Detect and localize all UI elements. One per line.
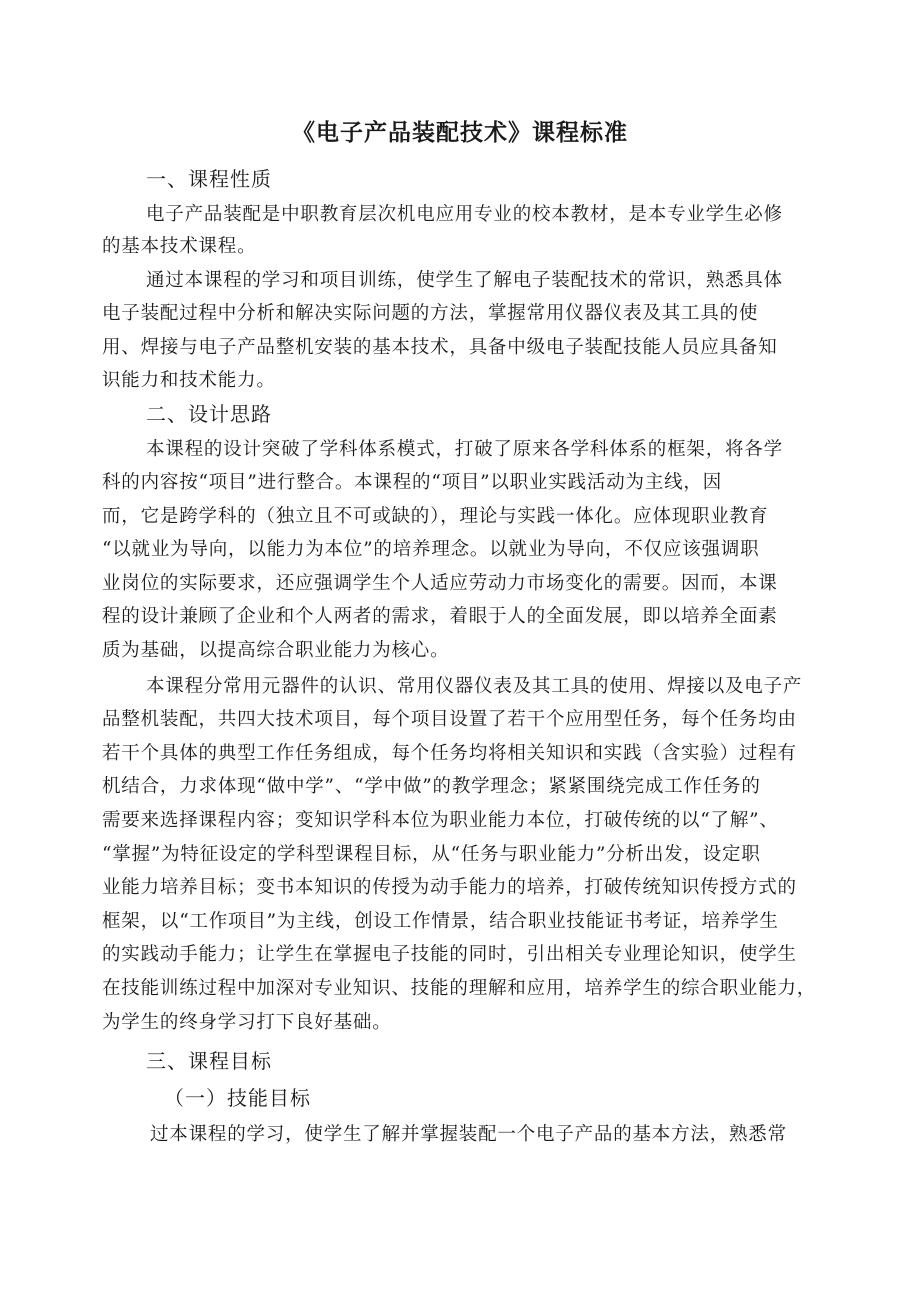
paragraph-line: 用、焊接与电子产品整机安装的基本技术，具备中级电子装配技能人员应具备知 [102,337,778,358]
section-heading-3: 三、课程目标 [146,1049,272,1073]
paragraph-line: 科的内容按“项目”进行整合。本课程的“项目”以职业实践活动为主线，因 [102,472,723,493]
paragraph-line: 质为基础，以提高综合职业能力为核心。 [102,640,450,661]
document-title: 《电子产品装配技术》课程标准 [292,119,628,146]
paragraph-line: 的基本技术课程。 [102,236,257,257]
paragraph-line: 而，它是跨学科的（独立且不可或缺的），理论与实践一体化。应体现职业教育 [102,506,769,527]
section-heading-1: 一、课程性质 [146,167,272,191]
paragraph-line: 业岗位的实际要求，还应强调学生个人适应劳动力市场变化的需要。因而，本课 [102,573,778,594]
paragraph-line: 为学生的终身学习打下良好基础。 [102,1012,392,1033]
section-heading-2: 二、设计思路 [146,402,272,426]
paragraph-line: 本课程的设计突破了学科体系模式，打破了原来各学科体系的框架，将各学 [146,439,783,460]
paragraph-line: 电子产品装配是中职教育层次机电应用专业的校本教材，是本专业学生必修 [146,204,783,225]
paragraph-line: “掌握”为特征设定的学科型课程目标，从“任务与职业能力”分析出发，设定职 [102,844,761,865]
paragraph-line: 过本课程的学习，使学生了解并掌握装配一个电子产品的基本方法，熟悉常 [150,1124,787,1145]
paragraph-line: 通过本课程的学习和项目训练，使学生了解电子装配技术的常识，熟悉具体 [146,270,783,291]
subsection-heading: （一）技能目标 [164,1086,311,1110]
paragraph-line: 若干个具体的典型工作任务组成，每个任务均将相关知识和实践（含实验）过程有 [102,743,797,764]
paragraph-line: 业能力培养目标；变书本知识的传授为动手能力的培养，打破传统知识传授方式的 [102,877,797,898]
paragraph-line: 程的设计兼顾了企业和个人两者的需求，着眼于人的全面发展，即以培养全面素 [102,606,778,627]
paragraph-line: 本课程分常用元器件的认识、常用仪器仪表及其工具的使用、焊接以及电子产 [146,676,803,697]
paragraph-line: 品整机装配，共四大技术项目，每个项目设置了若干个应用型任务，每个任务均由 [102,709,797,730]
paragraph-line: 在技能训练过程中加深对专业知识、技能的理解和应用，培养学生的综合职业能力， [102,978,817,999]
paragraph-line: 识能力和技术能力。 [102,370,276,391]
paragraph-line: 框架，以“工作项目”为主线，创设工作情景，结合职业技能证书考证，培养学生 [102,911,779,932]
paragraph-line: 电子装配过程中分析和解决实际问题的方法，掌握常用仪器仪表及其工具的使 [102,303,759,324]
paragraph-line: 需要来选择课程内容；变知识学科本位为职业能力本位，打破传统的以“了解”、 [102,810,779,831]
paragraph-line: 的实践动手能力；让学生在掌握电子技能的同时，引出相关专业理论知识，使学生 [102,944,797,965]
paragraph-line: 机结合，力求体现“做中学”、“学中做”的教学理念；紧紧围绕完成工作任务的 [102,776,761,797]
paragraph-line: “以就业为导向，以能力为本位”的培养理念。以就业为导向，不仅应该强调职 [102,539,760,560]
